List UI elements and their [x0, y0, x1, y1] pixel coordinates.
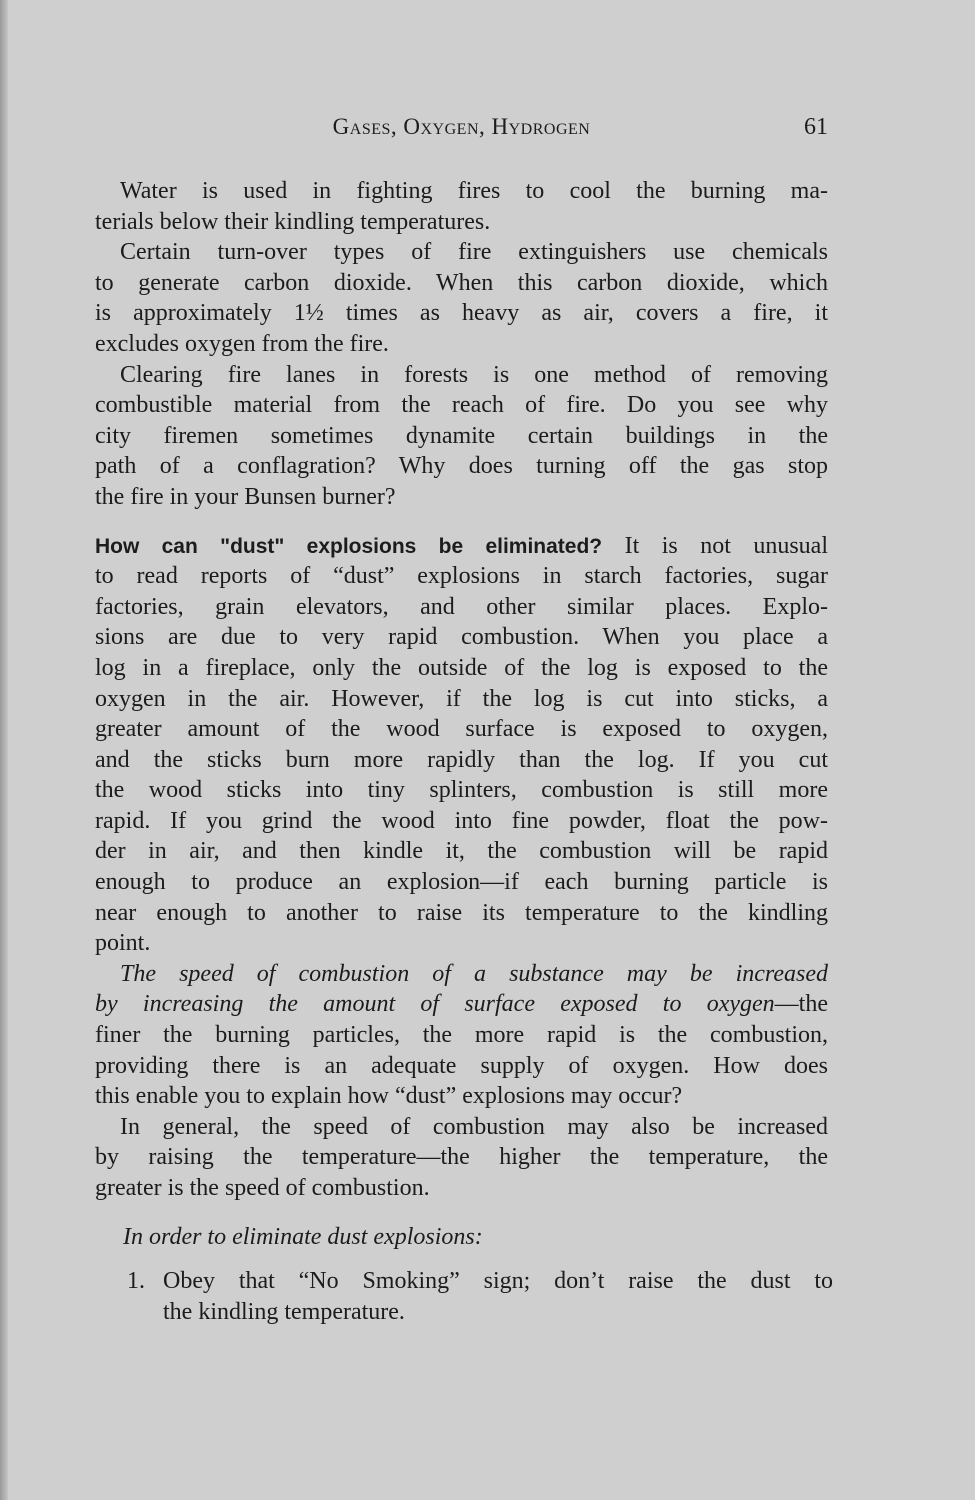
text-line: finer the burning particles, the more rapid is the combustion, — [95, 1022, 828, 1049]
text-run: It is not unusual — [602, 532, 828, 559]
paragraph — [95, 1112, 828, 1204]
paragraph — [95, 237, 828, 359]
paragraph — [95, 959, 828, 1112]
paragraph — [95, 360, 828, 513]
text-line: excludes oxygen from the fire. — [95, 330, 389, 357]
italic-text: The speed of combustion of a substance may be increased — [120, 960, 828, 987]
paragraph — [95, 176, 828, 237]
text-line: Clearing fire lanes in forests is one method of removing — [120, 361, 828, 388]
text-line: the wood sticks into tiny splinters, combustion is still more — [95, 777, 828, 804]
text-line: providing there is an adequate supply of oxygen. How does — [95, 1052, 828, 1079]
paragraphs — [95, 176, 828, 1222]
text-line: In general, the speed of combustion may also be increased — [120, 1113, 828, 1140]
text-line: city firemen sometimes dynamite certain buildings in the — [95, 422, 828, 449]
text-line: is approximately 1½ times as heavy as air, covers a fire, it — [95, 300, 828, 327]
subheading: In order to eliminate dust explosions: — [123, 1223, 483, 1250]
text-line: der in air, and then kindle it, the combustion will be rapid — [95, 838, 828, 865]
text-line: log in a fireplace, only the outside of the log is exposed to the — [95, 654, 828, 681]
text-line: enough to produce an explosion—if each burning particle is — [95, 869, 828, 896]
list-number: 1. — [127, 1268, 145, 1295]
page-number: 61 — [804, 114, 828, 140]
text-line: path of a conflagration? Why does turning off the gas stop — [95, 453, 828, 480]
text-line: sions are due to very rapid combustion. When you place a — [95, 624, 828, 651]
numbered-list — [95, 1266, 833, 1327]
text-line: Certain turn-over types of fire extinguishers use chemicals — [120, 239, 828, 266]
text-line: to read reports of “dust” explosions in starch factories, sugar — [95, 563, 828, 590]
text-line — [95, 531, 828, 562]
page-binding-edge — [0, 0, 8, 1500]
page-body — [95, 176, 833, 1327]
paragraph — [95, 531, 828, 959]
text-line: near enough to another to raise its temperature to the kindling — [95, 899, 828, 926]
text-line: rapid. If you grind the wood into fine powder, float the pow- — [95, 807, 828, 834]
list-item — [95, 1266, 833, 1327]
text-line: and the sticks burn more rapidly than the log. If you cut — [95, 746, 828, 773]
text-line: oxygen in the air. However, if the log is cut into sticks, a — [95, 685, 828, 712]
text-run: —the — [774, 991, 828, 1018]
italic-text: by increasing the amount of surface exposed to oxygen — [95, 991, 775, 1018]
text-line: factories, grain elevators, and other similar places. Explo- — [95, 593, 828, 620]
run-in-heading: How can "dust" explosions be eliminated? — [95, 534, 603, 558]
text-line: terials below their kindling temperatures. — [95, 208, 491, 235]
running-title: Gases, Oxygen, Hydrogen — [332, 114, 591, 139]
text-line: this enable you to explain how “dust” explosions may occur? — [95, 1083, 683, 1110]
text-line: Obey that “No Smoking” sign; don’t raise the dust to — [163, 1268, 833, 1295]
text-line — [95, 989, 828, 1020]
text-line: by raising the temperature—the higher the temperature, the — [95, 1144, 828, 1171]
text-line — [95, 959, 828, 990]
text-line: to generate carbon dioxide. When this carbon dioxide, which — [95, 269, 828, 296]
text-line: the fire in your Bunsen burner? — [95, 483, 396, 510]
text-line: Water is used in fighting fires to cool the burning ma- — [120, 178, 828, 204]
text-line: combustible material from the reach of fire. Do you see why — [95, 392, 828, 419]
page-header — [95, 114, 828, 146]
text-line: the kindling temperature. — [163, 1298, 405, 1325]
text-line: point. — [95, 930, 151, 957]
text-line: greater is the speed of combustion. — [95, 1175, 430, 1201]
text-line: greater amount of the wood surface is exposed to oxygen, — [95, 716, 828, 743]
